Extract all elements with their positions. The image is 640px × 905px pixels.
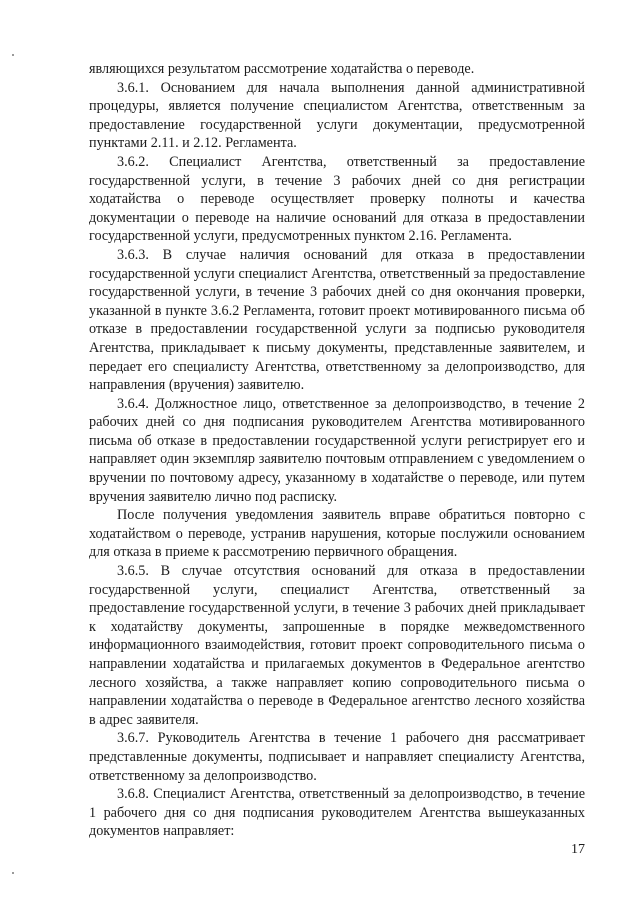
page-number: 17 xyxy=(571,842,585,857)
paragraph-3-6-7: 3.6.7. Руководитель Агентства в течение 1 рабочего дня рассматривает представленные документы, подписывает и направляет специалисту Агентства, ответственному за делопроизводство. xyxy=(89,730,585,784)
paragraph-3-6-3: 3.6.3. В случае наличия оснований для отказа в предоставлении государственной услуги специалист Агентства, ответственный за предоставление государственной услуги, в течение 3 рабочих дней со дня окончания проверки, указанной в пункте 3.6.2 Регламента, готовит проект мотивированного письма об отказе в предоставлении государственной услуги за подписью руководителя Агентства, прикладывает к письму документы, представленные заявителем, и передает его специалисту Агентства, ответственному за делопроизводство, для направления (вручения) заявителю. xyxy=(89,246,585,394)
scan-artifact-dot xyxy=(12,872,14,874)
paragraph-3-6-5: 3.6.5. В случае отсутствия оснований для отказа в предоставлении государственной услуги, специалист Агентства, ответственный за предоставление государственной услуги, в течение 3 рабочих дней прикладывает к ходатайству документы, запрошенные в порядке межведомственного информационного взаимодействия, готовит проект сопроводительного письма о направлении ходатайства и прилагаемых документов в Федеральное агентство лесного хозяйства, а также направляет копию сопроводительного письма о направлении ходатайства о переводе в Федеральное агентство лесного хозяйства в адрес заявителя. xyxy=(89,563,585,728)
paragraph-3-6-2: 3.6.2. Специалист Агентства, ответственный за предоставление государственной услуги, в течение 3 рабочих дней со дня регистрации ходатайства о переводе осуществляет проверку полноты и качества документации о переводе на наличие оснований для отказа в предоставлении государственной услуги, предусмотренных пунктом 2.16. Регламента. xyxy=(89,153,585,245)
paragraph-continuation: являющихся результатом рассмотрение ходатайства о переводе. xyxy=(89,61,475,77)
document-body xyxy=(89,60,585,841)
paragraph-3-6-4: 3.6.4. Должностное лицо, ответственное за делопроизводство, в течение 2 рабочих дней со дня подписания руководителем Агентства мотивированного письма об отказе в предоставлении государственной услуги регистрирует его и направляет один экземпляр заявителю почтовым отправлением с уведомлением о вручении по почтовому адресу, указанному в ходатайстве о переводе, или путем вручения заявителю лично под расписку. xyxy=(89,395,585,505)
paragraph-3-6-1: 3.6.1. Основанием для начала выполнения данной административной процедуры, является получение специалистом Агентства, ответственным за предоставление государственной услуги документации, предусмотренной пунктами 2.11. и 2.12. Регламента. xyxy=(89,79,585,152)
paragraph-3-6-8: 3.6.8. Специалист Агентства, ответственный за делопроизводство, в течение 1 рабочего дня со дня подписания руководителем Агентства вышеуказанных документов направляет: xyxy=(89,786,585,840)
scan-artifact-dot xyxy=(12,54,14,56)
paragraph-after-notification: После получения уведомления заявитель вправе обратиться повторно с ходатайством о переводе, устранив нарушения, которые послужили основанием для отказа в приеме к рассмотрению первичного обращения. xyxy=(89,507,585,561)
